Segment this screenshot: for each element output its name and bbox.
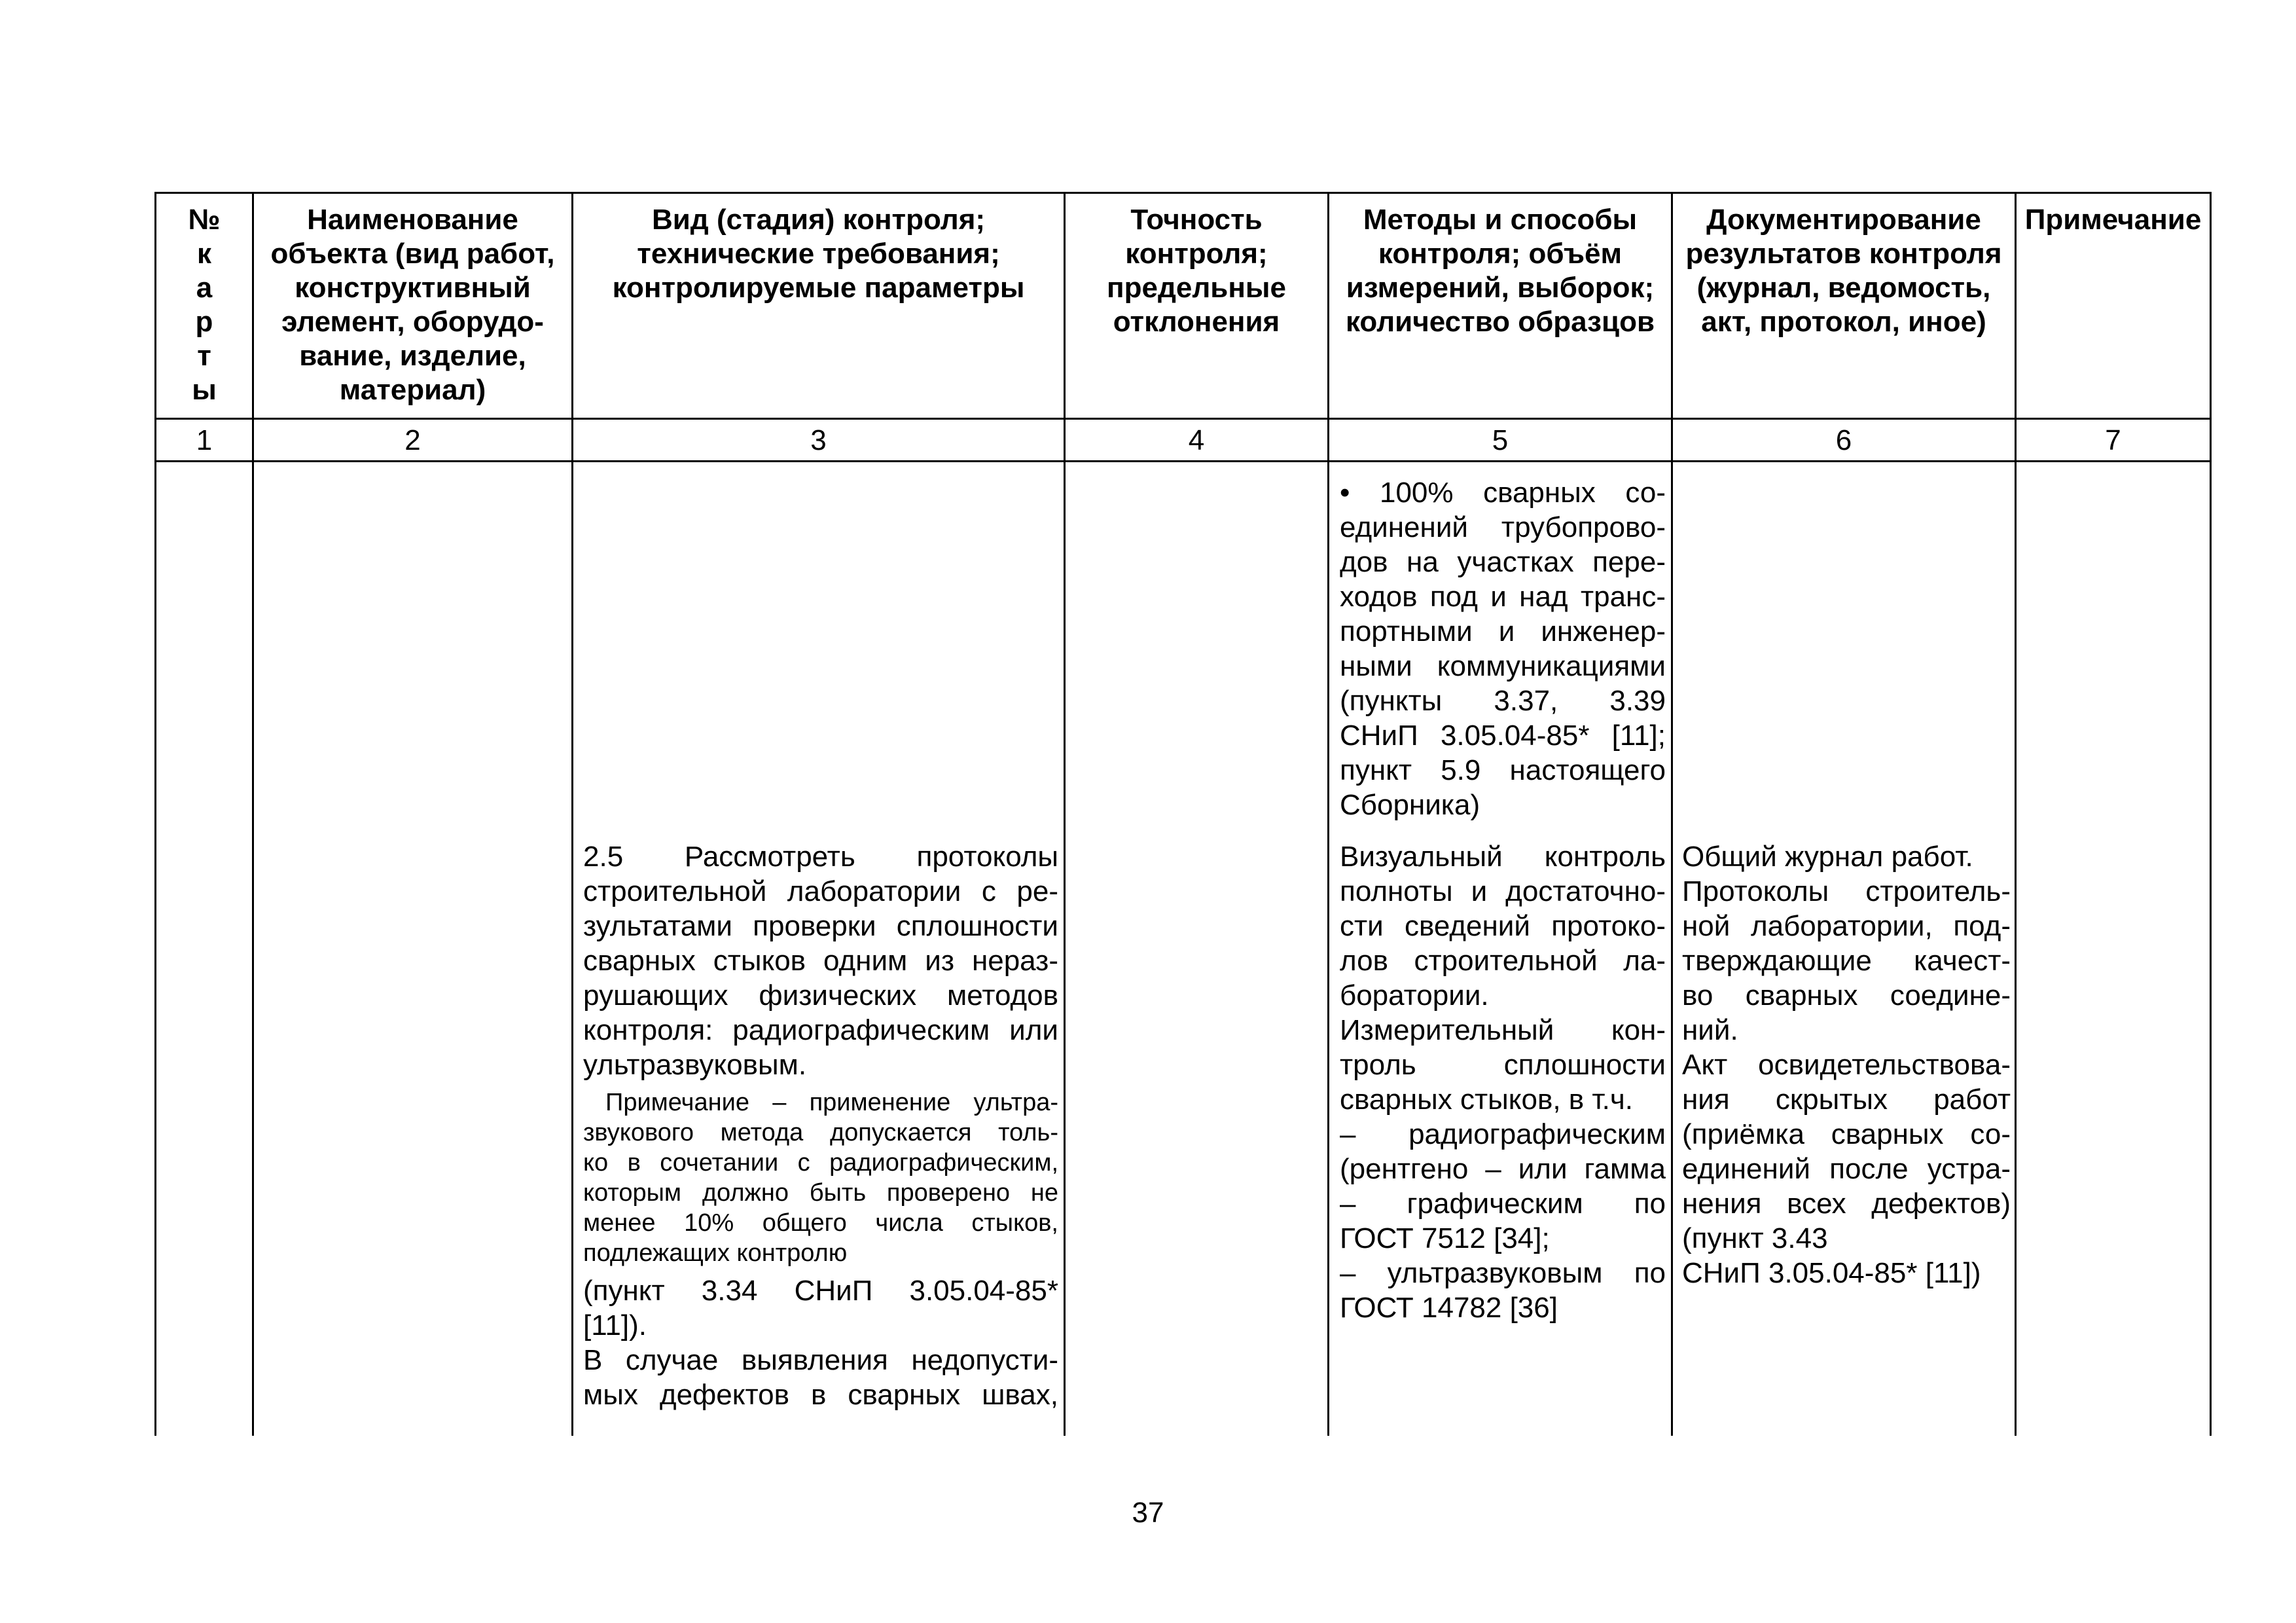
header-col-accuracy: Точность контроля; предельные отклонения xyxy=(1107,204,1286,338)
text-line: СНиП 3.05.04-85* [11]; xyxy=(1340,720,1666,752)
column-number-7: 7 xyxy=(2105,424,2121,456)
text-line: троль сплошности xyxy=(1340,1049,1666,1081)
row2-methods-cell xyxy=(1340,839,1666,1325)
column-number-4: 4 xyxy=(1188,424,1205,456)
col-border-6 xyxy=(2015,192,2017,1436)
header-bottom-border xyxy=(154,418,2212,420)
text-line: ний. xyxy=(1682,1014,1738,1046)
text-line: портными и инженер- xyxy=(1340,615,1666,647)
text-line: сти сведений протоко- xyxy=(1340,910,1666,942)
row2-documentation-cell xyxy=(1682,839,2011,1290)
text-line: (пункт 3.43 xyxy=(1682,1222,1828,1254)
text-line: сварных стыков, в т.ч. xyxy=(1340,1084,1634,1116)
column-number-2: 2 xyxy=(404,424,421,456)
page-number: 37 xyxy=(1132,1497,1164,1529)
row1-methods-cell xyxy=(1340,475,1666,822)
text-line: контроля: радиографическим или xyxy=(583,1014,1058,1046)
text-line: Общий журнал работ. xyxy=(1682,841,1973,873)
note-block xyxy=(583,1087,1058,1268)
note-line: подлежащих контролю xyxy=(583,1239,848,1267)
text-line: единений после устра- xyxy=(1682,1153,2011,1185)
text-line: ными коммуникациями xyxy=(1340,650,1666,682)
header-col-documentation: Документирование результатов контроля (журнал, ведомость, акт, протокол, иное) xyxy=(1685,204,2002,338)
text-line: ультразвуковым. xyxy=(583,1049,807,1081)
row2-control-requirements-cell xyxy=(583,839,1058,1412)
text-line: ходов под и над транс- xyxy=(1340,581,1666,613)
note-line: звукового метода допускается толь- xyxy=(583,1119,1058,1146)
text-line: мых дефектов в сварных швах, xyxy=(583,1379,1058,1411)
text-line: ной лаборатории, под- xyxy=(1682,910,2011,942)
col-border-2 xyxy=(571,192,573,1436)
text-line: Измерительный кон- xyxy=(1340,1014,1666,1046)
text-line: Сборника) xyxy=(1340,789,1480,821)
text-line: – ультразвуковым по xyxy=(1340,1257,1666,1289)
header-col-card-number: № к а р т ы xyxy=(188,204,221,406)
text-line: ГОСТ 7512 [34]; xyxy=(1340,1222,1550,1254)
text-line: – графическим по xyxy=(1340,1188,1666,1220)
text-line: • 100% сварных со- xyxy=(1340,477,1666,509)
text-line: тверждающие качест- xyxy=(1682,945,2011,977)
col-border-7 xyxy=(2210,192,2212,1436)
column-number-3: 3 xyxy=(810,424,827,456)
text-line: ния скрытых работ xyxy=(1682,1084,2011,1116)
note-line: ко в сочетании с радиографическим, xyxy=(583,1149,1058,1176)
note-line: которым должно быть проверено не xyxy=(583,1179,1058,1207)
note-line: менее 10% общего числа стыков, xyxy=(583,1209,1058,1237)
text-line: Визуальный контроль xyxy=(1340,841,1666,873)
note-line: Примечание – применение ультра- xyxy=(605,1089,1058,1116)
text-line: СНиП 3.05.04-85* [11]) xyxy=(1682,1257,1981,1289)
col-border-4 xyxy=(1327,192,1329,1436)
header-col-note: Примечание xyxy=(2024,204,2202,236)
text-line: Акт освидетельствова- xyxy=(1682,1049,2011,1081)
col-border-5 xyxy=(1671,192,1673,1436)
text-line: единений трубопрово- xyxy=(1340,511,1666,543)
header-col-control-type: Вид (стадия) контроля; технические требования; контролируемые параметры xyxy=(612,204,1025,304)
text-line: дов на участках пере- xyxy=(1340,546,1666,578)
text-line: во сварных соедине- xyxy=(1682,979,2011,1012)
column-number-6: 6 xyxy=(1835,424,1852,456)
text-line: 2.5 Рассмотреть протоколы xyxy=(583,841,1058,873)
column-number-5: 5 xyxy=(1492,424,1509,456)
text-line: лов строительной ла- xyxy=(1340,945,1666,977)
text-line: – радиографическим xyxy=(1340,1118,1666,1150)
text-line: Протоколы строитель- xyxy=(1682,875,2011,907)
header-col-object-name: Наименование объекта (вид работ, конструктивный элемент, оборудо- вание, изделие, материал) xyxy=(270,204,555,406)
text-line: ГОСТ 14782 [36] xyxy=(1340,1292,1558,1324)
text-line: рушающих физических методов xyxy=(583,979,1058,1012)
text-line: полноты и достаточно- xyxy=(1340,875,1666,907)
text-line: боратории. xyxy=(1340,979,1489,1012)
text-line: (рентгено – или гамма xyxy=(1340,1153,1666,1185)
text-line: (пункт 3.34 СНиП 3.05.04-85* xyxy=(583,1275,1058,1307)
table-top-border xyxy=(154,192,2212,194)
column-number-1: 1 xyxy=(196,424,213,456)
text-line: пункт 5.9 настоящего xyxy=(1340,754,1666,786)
text-line: строительной лаборатории с ре- xyxy=(583,875,1058,907)
text-line: сварных стыков одним из нераз- xyxy=(583,945,1058,977)
number-row-bottom-border xyxy=(154,460,2212,462)
col-border-3 xyxy=(1064,192,1066,1436)
text-line: нения всех дефектов) xyxy=(1682,1188,2011,1220)
text-line: В случае выявления недопусти- xyxy=(583,1344,1058,1376)
header-col-methods: Методы и способы контроля; объём измерений, выборок; количество образцов xyxy=(1345,204,1655,338)
text-line: [11]). xyxy=(583,1309,647,1341)
text-line: зультатами проверки сплошности xyxy=(583,910,1058,942)
text-line: (пункты 3.37, 3.39 xyxy=(1340,685,1666,717)
text-line: (приёмка сварных со- xyxy=(1682,1118,2011,1150)
